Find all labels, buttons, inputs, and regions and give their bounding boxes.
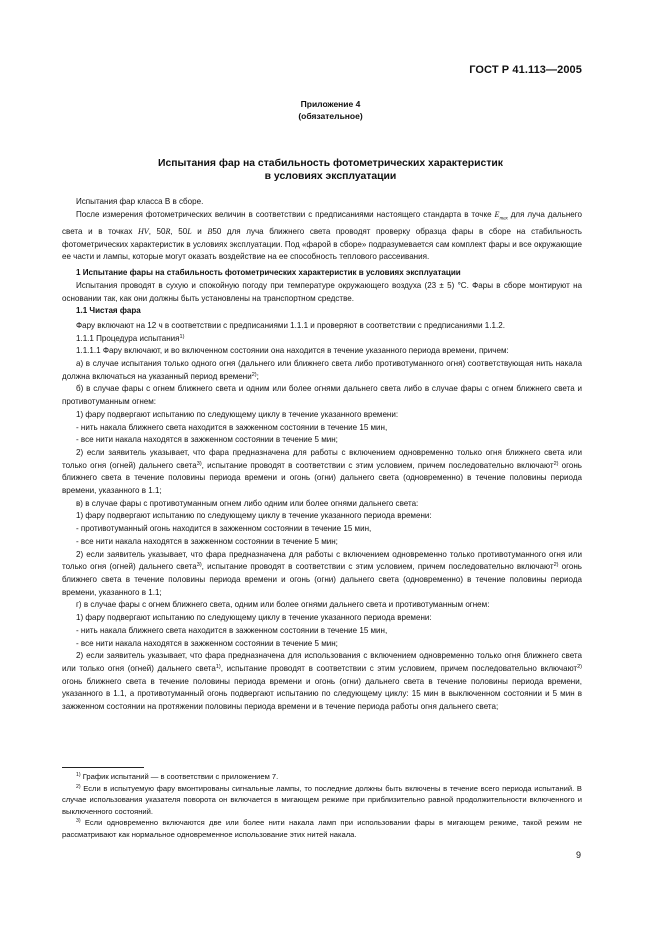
paragraph: г) в случае фары с огнем ближнего света, одним или более огнями дальнего света и противотуманным огнем: bbox=[76, 600, 490, 610]
footnote-ref: 3) bbox=[196, 562, 202, 569]
paragraph: После измерения фотометрических величин в соответствии с предписаниями настоящего стандарта в точке $E_{max}$ для луча дальнего света и в точках HV, 50R, 50L и B50 для луча ближнего света проводят проверку образца фары в сборе на стабильность фотометрических характеристик в условиях эксплуатации. Под «фарой в сборе» подразумевается сам комплект фары и все окружающие ее части и лампы, которые могут оказать воздействие на ее способность теплового рассеивания. bbox=[62, 209, 582, 262]
footnote-divider bbox=[62, 767, 144, 768]
paragraph: в) в случае фары с противотуманным огнем либо одним или более огнями дальнего света: bbox=[76, 498, 419, 508]
list-item: - нить накала ближнего света находится в зажженном состоянии в течение 15 мин, bbox=[76, 625, 388, 635]
footnote: $^{1)}$ График испытаний — в соответствии с приложением 7. bbox=[76, 772, 279, 781]
paragraph: Испытания проводят в сухую и спокойную погоду при температуре окружающего воздуха (23 ± 5) °С. Фары в сборе монтируют на основании так, как они должны быть установлены на транспортном средстве. bbox=[62, 280, 582, 303]
annex-status: (обязательное) bbox=[298, 111, 363, 121]
paragraph: 2) если заявитель указывает, что фара предназначена для работы с включением одновременно только огня ближнего света или только огня (огней) дальнего света$^{3)}$, испытание проводят в соответствии с этим условием, причем последовательно включают$^{2)}$ огонь ближнего света в течение половины периода времени и огонь (огни) дальнего света (одновременно) в течение половины периода времени, указанного в 1.1; bbox=[62, 447, 582, 496]
footnote-ref: 2) bbox=[553, 460, 559, 467]
list-item: - противотуманный огонь находится в зажженном состоянии в течение 15 мин, bbox=[76, 524, 372, 534]
annex-title-line2: в условиях эксплуатации bbox=[264, 171, 397, 182]
paragraph: 1) фару подвергают испытанию по следующему циклу в течение указанного периода времени: bbox=[76, 511, 432, 521]
annex-title-line1: Испытания фар на стабильность фотометрических характеристик bbox=[158, 158, 503, 169]
footnote-ref: 2) bbox=[251, 371, 257, 378]
paragraph: 2) если заявитель указывает, что фара предназначена для работы с включением одновременно только противотуманного огня или только огня (огней) дальнего света$^{3)}$, испытание проводят в соответствии с этим условием, причем последовательно включают$^{2)}$ огонь ближнего света в течение половины периода времени и огонь (огни) дальнего света (одновременно) в течение половины периода времени, указанного в 1.1; bbox=[62, 549, 582, 597]
paragraph: 1) фару подвергают испытанию по следующему циклу в течение указанного периода времени: bbox=[76, 613, 432, 623]
subsection-heading: 1.1 Чистая фара bbox=[76, 306, 141, 316]
footnote-ref: 2) bbox=[577, 663, 583, 670]
paragraph: 1.1.1.1 Фару включают, и во включенном состоянии она находится в течение указанного периода времени, причем: bbox=[76, 346, 509, 356]
document-body bbox=[62, 196, 582, 714]
section-heading: 1 Испытание фары на стабильность фотометрических характеристик в условиях эксплуатации bbox=[76, 268, 461, 278]
paragraph: 1) фару подвергают испытанию по следующему циклу в течение указанного времени: bbox=[76, 409, 399, 419]
annex-label: Приложение 4 bbox=[300, 99, 361, 109]
page-number: 9 bbox=[575, 850, 581, 860]
paragraph: Испытания фар класса В в сборе. bbox=[76, 197, 204, 206]
footnotes bbox=[62, 771, 582, 841]
formula-emax: $E_{max}$ bbox=[494, 209, 508, 222]
paragraph: 1.1.1 Процедура испытания$^{1)}$ bbox=[76, 333, 185, 343]
list-item: - все нити накала находятся в зажженном состоянии в течение 5 мин; bbox=[76, 435, 338, 445]
paragraph: а) в случае испытания только одного огня (дальнего или ближнего света либо противотуманного огня) соответствующая нить накала должна включаться на указанный период времени$^{2)}$; bbox=[62, 359, 582, 381]
annex-heading bbox=[0, 98, 661, 122]
paragraph: Фару включают на 12 ч в соответствии с предписаниями 1.1.1 и проверяют в соответствии с предписаниями 1.1.2. bbox=[76, 320, 505, 330]
footnote-ref: 1) bbox=[179, 333, 185, 340]
footnote-ref: 1) bbox=[215, 663, 221, 670]
footnote-ref: 3) bbox=[196, 460, 202, 467]
footnote: $^{3)}$ Если одновременно включаются две или более нити накала ламп при использовании фары в мигающем режиме, такой режим не рассматривают как нормальное одновременное использование этих нитей накала. bbox=[62, 818, 582, 839]
paragraph: 2) если заявитель указывает, что фара предназначена для использования с включением одновременно только огня ближнего света или только огня (огней) дальнего света$^{1)}$, испытание проводят в соответствии с этим условием, причем последовательно включают$^{2)}$ огонь ближнего света в течение половины периода времени и огонь (огни) дальнего света в течение половины периода времени, указанного в 1.1, а противотуманный огонь подвергают испытанию по следующему циклу: 15 мин в выключенном состоянии и 5 мин в зажженном состоянии на протяжении половины периода времени и в течение периода работы огня дальнего света; bbox=[62, 651, 583, 712]
footnote: $^{2)}$ Если в испытуемую фару вмонтированы сигнальные лампы, то последние должны быть включены в течение всего периода испытаний. В случае использования указателя поворота он включается в мигающем режиме при приблизительно равной продолжительности включенного и выключенного состояний. bbox=[62, 783, 582, 816]
list-item: - все нити накала находятся в зажженном состоянии в течение 5 мин; bbox=[76, 638, 338, 648]
document-code: ГОСТ Р 41.113—2005 bbox=[469, 64, 582, 76]
list-item: - нить накала ближнего света находится в зажженном состоянии в течение 15 мин, bbox=[76, 422, 388, 432]
paragraph: б) в случае фары с огнем ближнего света и одним или более огнями дальнего света либо в случае фары с огнем ближнего света и противотуманным огнем: bbox=[62, 384, 582, 407]
footnote-ref: 2) bbox=[553, 562, 559, 569]
list-item: - все нити накала находятся в зажженном состоянии в течение 5 мин; bbox=[76, 536, 338, 546]
annex-title bbox=[0, 157, 661, 183]
